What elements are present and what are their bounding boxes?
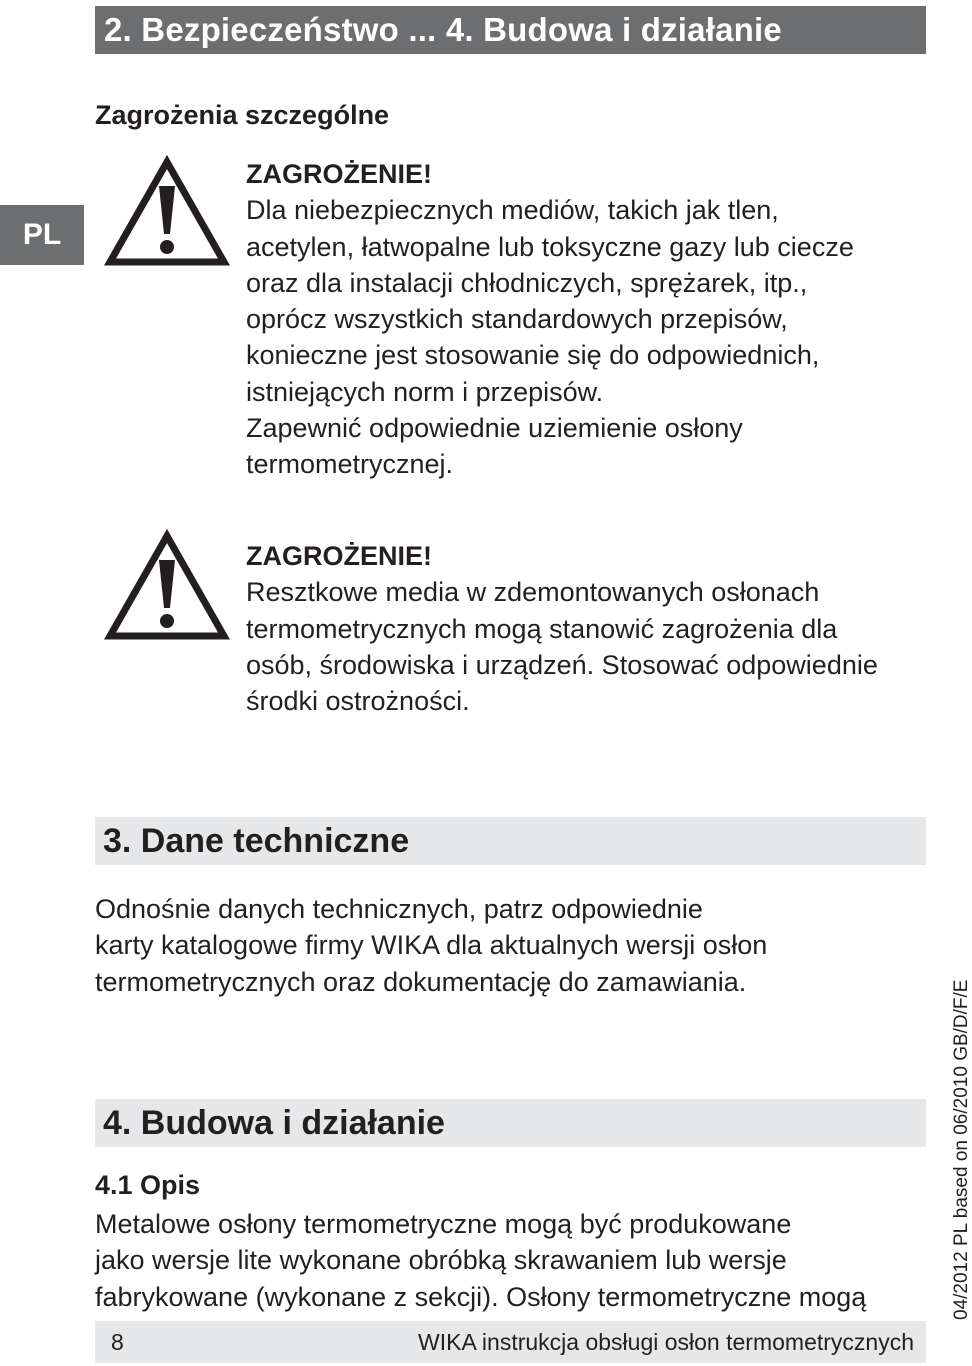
- warning-text-line: konieczne jest stosowanie się do odpowiednich,: [246, 340, 820, 371]
- warning-text-line: Zapewnić odpowiednie uziemienie osłony: [246, 413, 743, 444]
- warning-text-line: acetylen, łatwopalne lub toksyczne gazy lub ciecze: [246, 231, 854, 262]
- section-4-title: 4. Budowa i działanie: [103, 1103, 445, 1142]
- warning-text-line: osób, środowiska i urządzeń. Stosować odpowiednie: [246, 649, 878, 680]
- warning-text-line: istniejących norm i przepisów.: [246, 376, 604, 407]
- hazards-heading: Zagrożenia szczególne: [95, 100, 390, 130]
- section-4-body: [95, 1206, 915, 1315]
- warning-title: ZAGROŻENIE!: [246, 159, 432, 189]
- body-text-line: jako wersje lite wykonane obróbką skrawaniem lub wersje: [95, 1245, 787, 1276]
- page-header: [95, 6, 926, 54]
- warning-title: ZAGROŻENIE!: [246, 541, 432, 571]
- warning-text-line: Dla niebezpiecznych mediów, takich jak tlen,: [246, 195, 779, 226]
- warning-text-line: oprócz wszystkich standardowych przepisów,: [246, 304, 788, 335]
- footer-doc-title: WIKA instrukcja obsługi osłon termometrycznych: [418, 1328, 914, 1355]
- section-3-title: 3. Dane techniczne: [103, 821, 410, 860]
- body-text-line: termometrycznych oraz dokumentację do zamawiania.: [95, 966, 747, 997]
- warning-text-line: oraz dla instalacji chłodniczych, sprężarek, itp.,: [246, 267, 808, 298]
- warning-triangle-icon: [106, 158, 228, 268]
- page-number: 8: [111, 1328, 124, 1355]
- section-3-body: [95, 891, 915, 1000]
- section-4-heading-bar: [95, 1099, 926, 1147]
- warning-triangle-icon: [106, 532, 228, 642]
- warning-text-line: termometrycznych mogą stanowić zagrożenia dla: [246, 613, 838, 644]
- subsection-4-1-title: 4.1 Opis: [95, 1170, 201, 1200]
- page-footer: [95, 1321, 926, 1363]
- warning-text-line: środki ostrożności.: [246, 686, 470, 717]
- warning-text-line: Resztkowe media w zdemontowanych osłonach: [246, 577, 820, 608]
- warning-text-line: termometrycznej.: [246, 449, 454, 480]
- page-header-title: 2. Bezpieczeństwo ... 4. Budowa i działanie: [104, 11, 782, 48]
- body-text-line: fabrykowane (wykonane z sekcji). Osłony termometryczne mogą: [95, 1281, 867, 1312]
- language-tab: PL: [0, 205, 84, 265]
- body-text-line: Odnośnie danych technicznych, patrz odpowiednie: [95, 894, 703, 924]
- warning-block-2: [246, 538, 926, 719]
- body-text-line: karty katalogowe firmy WIKA dla aktualnych wersji osłon: [95, 930, 768, 961]
- revision-note: 04/2012 PL based on 06/2010 GB/D/F/E: [951, 979, 972, 1320]
- warning-block-1: [246, 156, 926, 483]
- body-text-line: Metalowe osłony termometryczne mogą być produkowane: [95, 1209, 792, 1239]
- section-3-heading-bar: [95, 817, 926, 865]
